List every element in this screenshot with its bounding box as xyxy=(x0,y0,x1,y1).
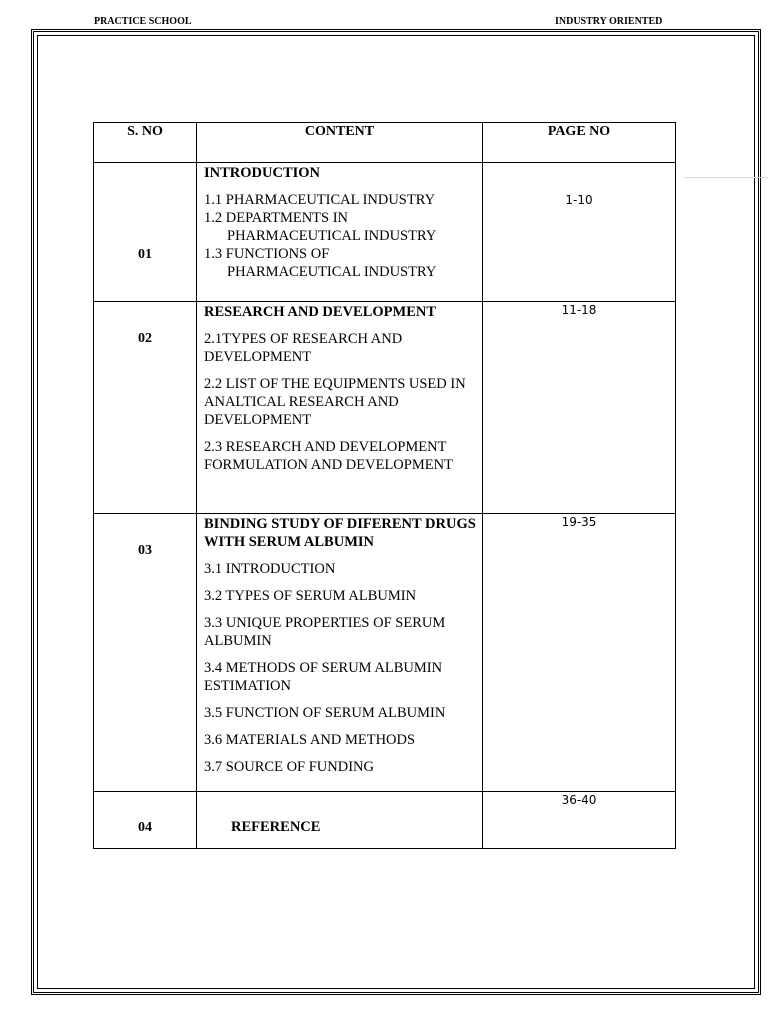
column-header-sno: S. NO xyxy=(94,123,197,163)
divider-line xyxy=(684,177,768,178)
list-item: 3.2 TYPES OF SERUM ALBUMIN xyxy=(204,588,417,604)
list-item: 3.5 FUNCTION OF SERUM ALBUMIN xyxy=(204,705,446,721)
row-page-range: 36-40 xyxy=(483,792,676,849)
table-row xyxy=(94,302,676,514)
row-number: 03 xyxy=(94,514,197,792)
list-item: 2.3 RESEARCH AND DEVELOPMENT FORMULATION AND DEVELOPMENT xyxy=(204,439,453,473)
list-item: 3.7 SOURCE OF FUNDING xyxy=(204,759,374,775)
list-item: 2.1TYPES OF RESEARCH AND DEVELOPMENT xyxy=(204,331,403,365)
row-number: 01 xyxy=(94,163,197,302)
row-heading: REFERENCE xyxy=(231,819,321,835)
row-number: 02 xyxy=(94,302,197,514)
row-content xyxy=(197,792,483,849)
list-item: 1.2 DEPARTMENTS IN xyxy=(204,210,349,226)
row-content xyxy=(197,163,483,302)
column-header-content: CONTENT xyxy=(197,123,483,163)
list-item: 2.2 LIST OF THE EQUIPMENTS USED IN ANALTICAL RESEARCH AND DEVELOPMENT xyxy=(204,376,466,428)
list-item: 3.4 METHODS OF SERUM ALBUMIN ESTIMATION xyxy=(204,660,443,694)
table-header-row xyxy=(94,123,676,163)
header-industry-oriented: INDUSTRY ORIENTED xyxy=(555,16,663,27)
row-content xyxy=(197,302,483,514)
header-practice-school: PRACTICE SCHOOL xyxy=(94,16,192,27)
list-item: PHARMACEUTICAL INDUSTRY xyxy=(227,228,437,244)
table-row xyxy=(94,163,676,302)
row-number: 04 xyxy=(94,792,197,849)
row-content xyxy=(197,514,483,792)
row-page-range: 11-18 xyxy=(483,302,676,514)
table-of-contents xyxy=(93,122,676,849)
row-page-range: 1-10 xyxy=(483,163,676,302)
table-row xyxy=(94,792,676,849)
table-row xyxy=(94,514,676,792)
column-header-page: PAGE NO xyxy=(483,123,676,163)
list-item: PHARMACEUTICAL INDUSTRY xyxy=(227,264,437,280)
row-heading: RESEARCH AND DEVELOPMENT xyxy=(204,304,437,320)
list-item: 3.1 INTRODUCTION xyxy=(204,561,336,577)
list-item: 1.1 PHARMACEUTICAL INDUSTRY xyxy=(204,192,436,208)
row-heading: INTRODUCTION xyxy=(204,165,321,181)
row-page-range: 19-35 xyxy=(483,514,676,792)
list-item: 1.3 FUNCTIONS OF xyxy=(204,246,330,262)
list-item: 3.3 UNIQUE PROPERTIES OF SERUM ALBUMIN xyxy=(204,615,446,649)
list-item: 3.6 MATERIALS AND METHODS xyxy=(204,732,416,748)
row-heading: BINDING STUDY OF DIFERENT DRUGS WITH SERUM ALBUMIN xyxy=(204,516,476,550)
